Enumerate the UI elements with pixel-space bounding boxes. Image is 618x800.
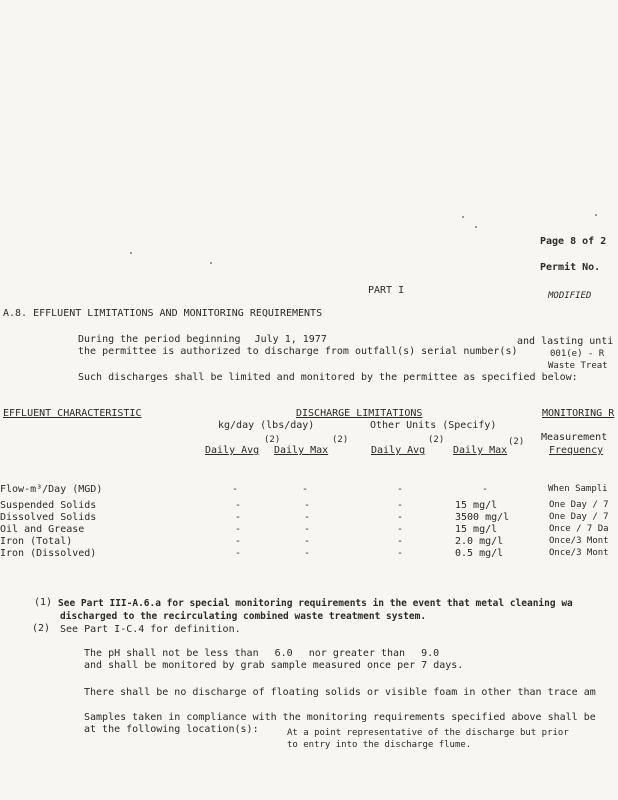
monitoring-frequency: One Day / 7 [549, 512, 609, 522]
note-ref: (2) [264, 435, 281, 445]
characteristic-name: Flow-m³/Day (MGD) [0, 484, 103, 495]
kg-daily-avg: - [235, 524, 242, 535]
other-daily-avg: - [397, 500, 404, 511]
footnote-1-mark: (1) [34, 597, 53, 608]
note-ref: (2) [508, 437, 525, 447]
intro-lasting: and lasting unti [517, 336, 614, 347]
monitoring-frequency: Once / 7 Da [549, 524, 609, 534]
kg-daily-avg: - [235, 548, 242, 559]
kg-daily-max: - [302, 484, 309, 495]
ph-max: 9.0 [421, 648, 440, 659]
measurement-header: Measurement [541, 432, 608, 443]
other-daily-max: 15 mg/l [455, 524, 498, 535]
daily-avg-kg-header: Daily Avg [205, 445, 260, 456]
monitoring-frequency: Once/3 Mont [549, 548, 609, 558]
intro-line-1 [78, 334, 327, 346]
sample-location-2: to entry into the discharge flume. [287, 740, 472, 750]
ph-line-2: and shall be monitored by grab sample measured once per 7 days. [84, 660, 464, 671]
table-row [0, 524, 618, 535]
table-row [0, 484, 618, 495]
scan-speck [462, 216, 464, 218]
samples-line-2: at the following location(s): [84, 724, 259, 735]
other-daily-avg: - [397, 536, 404, 547]
permit-number-label: Permit No. [540, 262, 601, 273]
ph-text: nor greater than [308, 648, 406, 659]
scan-speck [475, 226, 477, 228]
effluent-characteristic-header: EFFLUENT CHARACTERISTIC [3, 408, 142, 419]
modified-stamp: MODIFIED [548, 291, 592, 301]
monitoring-frequency: When Sampli [548, 484, 608, 494]
kg-daily-avg: - [232, 484, 239, 495]
table-row [0, 500, 618, 511]
kg-daily-avg: - [235, 512, 242, 523]
monitoring-frequency: One Day / 7 [549, 500, 609, 510]
intro-line-2: the permittee is authorized to discharge from outfall(s) serial number(s) [78, 346, 518, 357]
daily-avg-other-header: Daily Avg [371, 445, 426, 456]
table-row [0, 548, 618, 559]
other-daily-avg: - [397, 524, 404, 535]
page-number: Page 8 of 2 [540, 236, 607, 247]
other-daily-max: 0.5 mg/l [455, 548, 504, 559]
kg-daily-avg: - [235, 536, 242, 547]
ph-min: 6.0 [274, 648, 293, 659]
floating-solids-statement: There shall be no discharge of floating solids or visible foam in other than trace am [84, 687, 596, 698]
other-daily-max: 15 mg/l [455, 500, 498, 511]
kg-daily-avg: - [235, 500, 242, 511]
daily-max-kg-header: Daily Max [274, 445, 329, 456]
note-ref: (2) [428, 435, 445, 445]
kg-daily-max: - [304, 500, 311, 511]
footnote-2-line-1: See Part I-C.4 for definition. [60, 624, 241, 635]
characteristic-name: Suspended Solids [0, 500, 97, 511]
start-date: July 1, 1977 [254, 334, 327, 345]
other-daily-avg: - [397, 512, 404, 523]
monitoring-frequency: Once/3 Mont [549, 536, 609, 546]
kg-daily-max: - [304, 536, 311, 547]
outfall-note: Waste Treat [548, 361, 608, 371]
sample-location-1: At a point representative of the discharge but prior [287, 728, 569, 738]
other-daily-avg: - [397, 548, 404, 559]
ph-text: The pH shall not be less than [84, 648, 259, 659]
frequency-header: Frequency [549, 445, 604, 456]
kg-daily-max: - [304, 548, 311, 559]
other-daily-avg: - [397, 484, 404, 495]
characteristic-name: Iron (Dissolved) [0, 548, 97, 559]
outfall-number: 001(e) - R [550, 349, 605, 359]
footnote-1-line-2: discharged to the recirculating combined waste treatment system. [60, 611, 427, 622]
scan-speck [595, 214, 597, 216]
intro-line-3: Such discharges shall be limited and monitored by the permittee as specified below: [78, 372, 578, 383]
other-daily-max: 2.0 mg/l [455, 536, 504, 547]
footnote-1-line-1: See Part III-A.6.a for special monitoring requirements in the event that metal cleaning wa [58, 598, 573, 609]
scan-speck [210, 262, 212, 264]
other-daily-max: 3500 mg/l [455, 512, 510, 523]
scan-speck [130, 252, 132, 254]
table-row [0, 512, 618, 523]
daily-max-other-header: Daily Max [453, 445, 508, 456]
characteristic-name: Dissolved Solids [0, 512, 97, 523]
footnote-2-mark: (2) [32, 623, 51, 634]
monitoring-header: MONITORING R [542, 408, 615, 419]
section-title: A.8. EFFLUENT LIMITATIONS AND MONITORING REQUIREMENTS [3, 308, 323, 319]
other-units-subheader: Other Units (Specify) [370, 420, 497, 431]
note-ref: (2) [332, 435, 349, 445]
samples-line-1: Samples taken in compliance with the monitoring requirements specified above shall be [84, 712, 596, 723]
intro-text: During the period beginning [78, 334, 241, 345]
characteristic-name: Iron (Total) [0, 536, 73, 547]
part-title: PART I [368, 285, 405, 296]
other-daily-max: - [482, 484, 489, 495]
table-row [0, 536, 618, 547]
ph-line-1 [84, 648, 439, 660]
characteristic-name: Oil and Grease [0, 524, 85, 535]
kg-daily-max: - [304, 524, 311, 535]
discharge-limitations-header: DISCHARGE LIMITATIONS [296, 408, 423, 419]
kg-day-subheader: kg/day (lbs/day) [218, 420, 315, 431]
kg-daily-max: - [304, 512, 311, 523]
